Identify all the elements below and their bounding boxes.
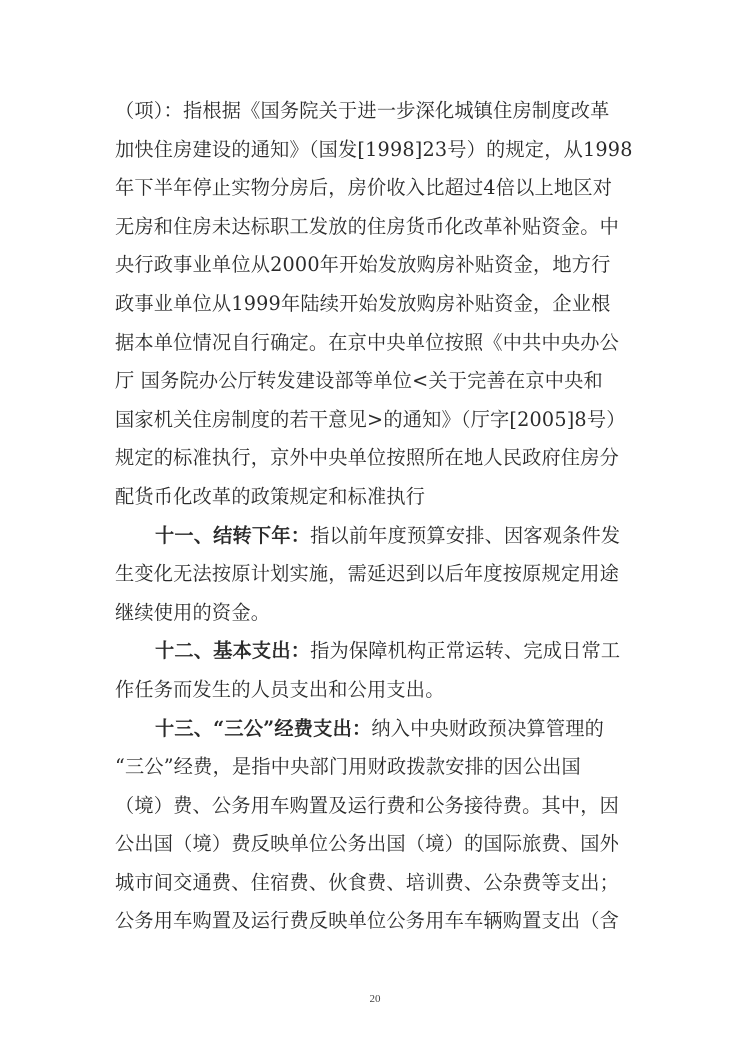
text-line: 加快住房建设的通知》（国发[1998]23号）的规定，从1998 xyxy=(115,137,633,161)
text-line: 城市间交通费、住宿费、伙食费、培训费、公杂费等支出； xyxy=(115,870,620,894)
text-line: 规定的标准执行，京外中央单位按照所在地人民政府住房分 xyxy=(115,446,620,470)
text-line: （项）：指根据《国务院关于进一步深化城镇住房制度改革 xyxy=(115,99,610,122)
section-definition: 指以前年度预算安排、因客观条件发 xyxy=(310,523,621,547)
text-line: 政事业单位从1999年陆续开始发放购房补贴资金，企业根 xyxy=(115,291,611,315)
text-line: 国家机关住房制度的若干意见>的通知》（厅字[2005]8号） xyxy=(115,407,626,431)
text-line: 生变化无法按原计划实施，需延迟到以后年度按原规定用途 xyxy=(115,562,620,586)
section-term: 十三、“三公”经费支出： xyxy=(155,716,372,740)
section-three-public-expenses xyxy=(115,710,645,942)
text-line: 无房和住房未达标职工发放的住房货币化改革补贴资金。中 xyxy=(115,214,620,238)
section-basic-expenditure xyxy=(115,632,645,709)
page-number: 20 xyxy=(369,993,381,1005)
section-definition: 纳入中央财政预决算管理的 xyxy=(371,716,605,740)
paragraph-housing-subsidy xyxy=(115,92,645,517)
text-line: 厅 国务院办公厅转发建设部等单位<关于完善在京中央和 xyxy=(115,369,603,393)
text-line: 继续使用的资金。 xyxy=(115,600,271,624)
text-line: 配货币化改革的政策规定和标准执行 xyxy=(115,484,426,508)
text-line: 作任务而发生的人员支出和公用支出。 xyxy=(115,677,445,701)
text-line: （境）费、公务用车购置及运行费和公务接待费。其中，因 xyxy=(115,793,620,817)
section-term: 十二、基本支出： xyxy=(155,639,311,663)
text-line: 公务用车购置及运行费反映单位公务用车车辆购置支出（含 xyxy=(115,909,620,933)
section-first-line xyxy=(115,632,645,671)
text-line: 央行政事业单位从2000年开始发放购房补贴资金，地方行 xyxy=(115,253,611,277)
section-term: 十一、结转下年： xyxy=(155,523,311,547)
section-first-line xyxy=(115,710,645,749)
text-line: 据本单位情况自行确定。在京中央单位按照《中共中央办公 xyxy=(115,330,620,354)
section-first-line xyxy=(115,517,645,556)
section-carryover xyxy=(115,517,645,633)
text-line: “三公”经费，是指中央部门用财政拨款安排的因公出国 xyxy=(115,755,581,779)
body-text xyxy=(115,92,645,941)
section-definition: 指为保障机构正常运转、完成日常工 xyxy=(310,639,621,663)
text-line: 公出国（境）费反映单位公务出国（境）的国际旅费、国外 xyxy=(115,832,620,856)
text-line: 年下半年停止实物分房后，房价收入比超过4倍以上地区对 xyxy=(115,176,613,200)
